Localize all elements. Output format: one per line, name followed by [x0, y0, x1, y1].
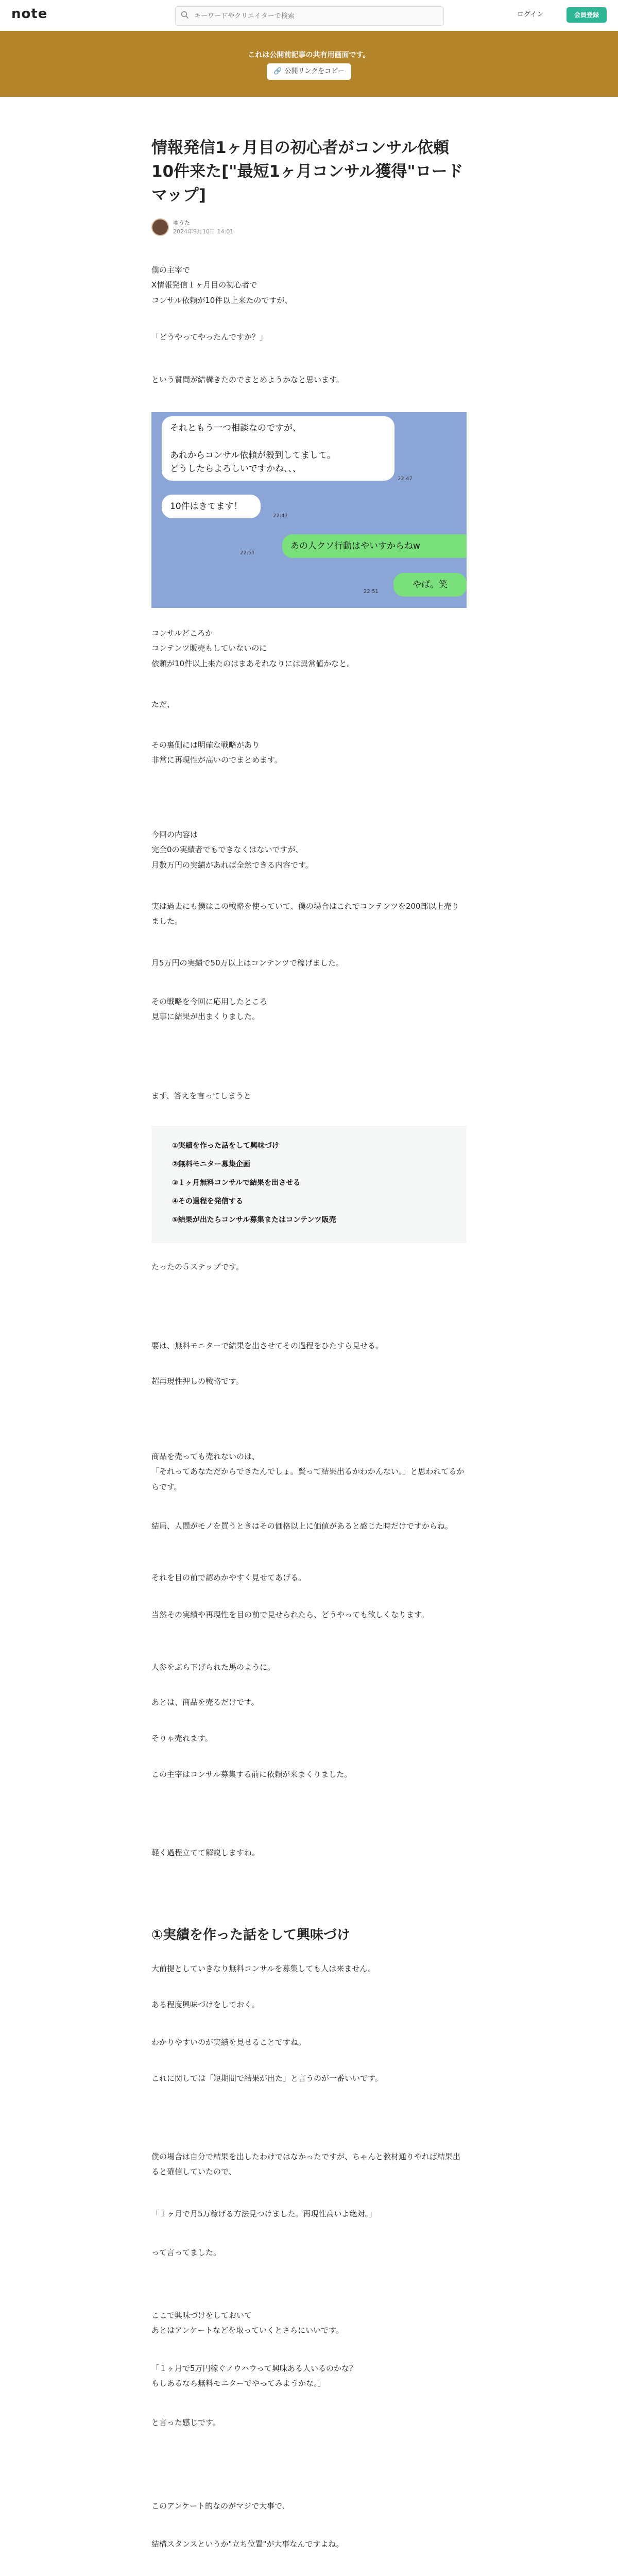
paragraph: 「どうやってやったんですか？」: [151, 332, 268, 342]
author-name[interactable]: ゆうた: [173, 219, 190, 226]
chat-bubble: あの人クソ行動はやいすからねw: [282, 534, 467, 558]
paragraph: たったの５ステップです。: [151, 1262, 244, 1272]
paragraph: 人参をぶら下げられた馬のように。: [151, 1663, 276, 1672]
paragraph: そりゃ売れます。: [151, 1734, 213, 1743]
login-button[interactable]: ログイン: [517, 11, 544, 19]
search-input[interactable]: [193, 10, 437, 22]
chat-time: 22:51: [240, 550, 255, 556]
article-title: 情報発信1ヶ月目の初心者がコンサル依頼10件来た["最短1ヶ月コンサル獲得"ロードマップ]: [151, 139, 464, 205]
share-banner-text: これは公開前記事の共有用画面です。: [248, 51, 370, 59]
paragraph: 商品を売っても売れないのは、 「それってあなただからできたんでしょ。賢って結果出るかわかんない。」と思われてるからです。: [151, 1452, 465, 1492]
paragraph: って言ってました。: [151, 2248, 221, 2257]
chat-time: 22:51: [364, 589, 379, 595]
paragraph: わかりやすいのが実績を見せることですね。: [151, 2038, 306, 2047]
copy-link-button[interactable]: [267, 63, 351, 80]
paragraph: 要は、無料モニターで結果を出させてその過程をひたすら見せる。: [151, 1341, 384, 1350]
chat-time: 22:47: [273, 513, 288, 519]
paragraph: その戦略を今回に応用したところ 見事に結果が出まくりました。: [151, 997, 268, 1022]
site-header: [0, 0, 618, 31]
summary-item: ③１ヶ月無料コンサルで結果を出させる: [172, 1179, 301, 1187]
paragraph: 大前提としていきなり無料コンサルを募集しても人は来ません。: [151, 1964, 376, 1973]
summary-item: ⑤結果が出たらコンサル募集またはコンテンツ販売: [172, 1216, 336, 1224]
chat-bubble: 10件はきてます！: [162, 495, 261, 518]
link-icon: 🔗: [273, 67, 282, 75]
paragraph: それを目の前で認めかやすく見せてあげる。: [151, 1573, 306, 1582]
paragraph: まず、答えを言ってしまうと: [151, 1091, 251, 1100]
author-info: [151, 217, 357, 238]
chat-bubble: それともう一つ相談なのですが、 あれからコンサル依頼が殺到してまして。 どうしたらよろしいですかね、、、: [162, 416, 394, 481]
paragraph: この主宰はコンサル募集する前に依頼が来まくりました。: [151, 1770, 352, 1779]
chat-screenshot: [151, 412, 467, 608]
avatar[interactable]: [151, 218, 169, 236]
paragraph: 当然その実績や再現性を目の前で見せられたら、どうやっても欲しくなります。: [151, 1610, 429, 1619]
share-banner: [0, 31, 618, 97]
paragraph: と言った感じです。: [151, 2418, 220, 2427]
summary-item: ②無料モニター募集企画: [172, 1160, 250, 1168]
paragraph: これに関しては「短期間で結果が出た」と言うのが一番いいです。: [151, 2074, 383, 2083]
paragraph: 「１ヶ月で5万円稼ぐノウハウって興味ある人いるのかな？ もしあるなら無料モニターでやってみようかな。」: [151, 2364, 357, 2388]
paragraph: という質問が結構きたのでまとめようかなと思います。: [151, 375, 344, 384]
paragraph: あとは、商品を売るだけです。: [151, 1698, 259, 1707]
paragraph: ここで興味づけをしておいて あとはアンケートなどを取っていくとさらにいいです。: [151, 2311, 344, 2335]
paragraph: 僕の主宰で X情報発信１ヶ月目の初心者で コンサル依頼が10件以上来たのですが、: [151, 265, 293, 305]
section-heading: ①実績を作った話をして興味づけ: [151, 1927, 351, 1943]
paragraph: コンサルどころか コンテンツ販売もしていないのに 依頼が10件以上来たのはまあそれなりには異常値かなと。: [151, 629, 355, 668]
search-box[interactable]: [175, 6, 444, 26]
copy-link-label: 公開リンクをコピー: [284, 67, 345, 75]
paragraph: 結構スタンスというか"立ち位置"が大事なんですよね。: [151, 2539, 344, 2549]
post-date: 2024年9月10日 14:01: [173, 228, 234, 235]
paragraph: 僕の場合は自分で結果を出したわけではなかったですが、ちゃんと教材通りやれば結果出ると確信していたので、: [151, 2152, 461, 2177]
paragraph: 結局、人間がモノを買うときはその価格以上に価値があると感じた時だけですからね。: [151, 1521, 453, 1531]
paragraph: ある程度興味づけをしておく。: [151, 2000, 260, 2009]
paragraph: その裏側には明確な戦略があり 非常に再現性が高いのでまとめます。: [151, 740, 282, 765]
chat-time: 22:47: [398, 476, 413, 482]
paragraph: 月5万円の実績で50万以上はコンテンツで稼げました。: [151, 958, 344, 968]
paragraph: 超再現性押しの戦略です。: [151, 1377, 244, 1386]
steps-summary: [151, 1126, 467, 1243]
paragraph: 今回の内容は 完全0の実績者でもできなくはないですが、 月数万円の実績があれば全然できる内容です。: [151, 830, 313, 870]
paragraph: ただ、: [151, 700, 175, 709]
paragraph: 「１ヶ月で月5万稼げる方法見つけました。再現性高いよ絶対。」: [151, 2209, 377, 2218]
note-logo[interactable]: note: [11, 6, 48, 22]
signup-button[interactable]: 会員登録: [566, 7, 607, 23]
summary-item: ④その過程を発信する: [172, 1197, 243, 1206]
paragraph: 軽く過程立てて解説しますね。: [151, 1848, 260, 1857]
search-icon: [181, 11, 189, 19]
paragraph: このアンケート的なのがマジで大事で、: [151, 2501, 290, 2511]
chat-bubble: やば。笑: [393, 573, 467, 597]
summary-item: ①実績を作った話をして興味づけ: [172, 1142, 279, 1150]
paragraph: 実は過去にも僕はこの戦略を使っていて、僕の場合はこれでコンテンツを200部以上売りました。: [151, 902, 459, 926]
